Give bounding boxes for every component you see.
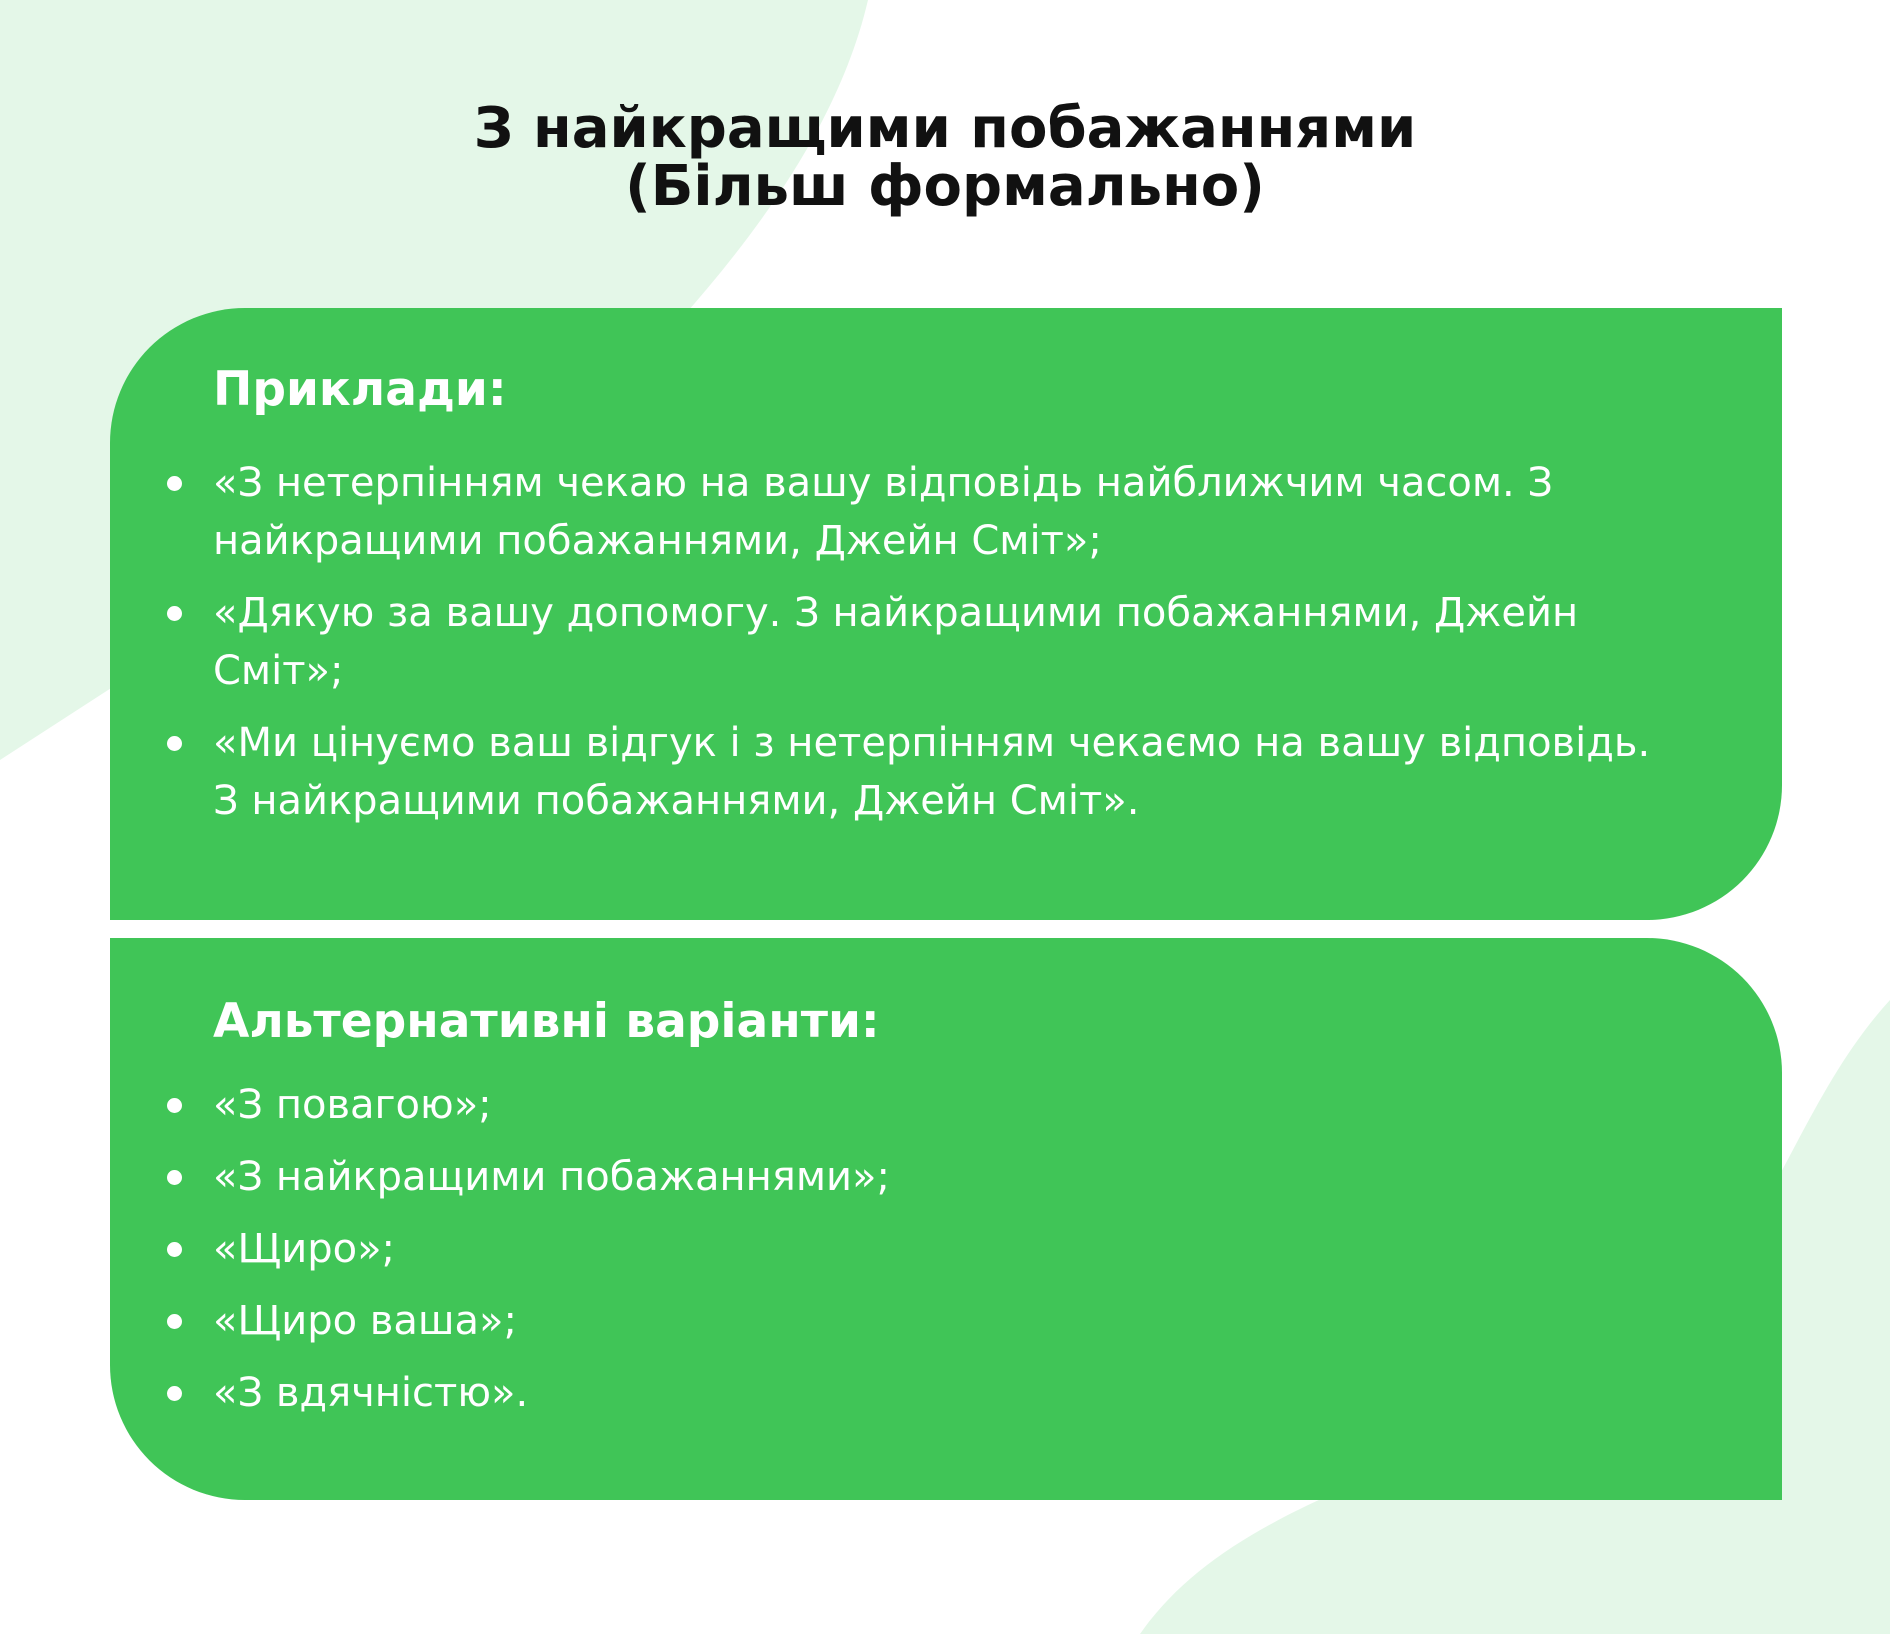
bullet-icon [167, 736, 182, 751]
bullet-icon [167, 606, 182, 621]
alternatives-heading: Альтернативні варіанти: [213, 994, 880, 1049]
list-item-text: «З вдячністю». [213, 1370, 529, 1416]
list-item [110, 1220, 1510, 1278]
list-item-text: «Щиро ваша»; [213, 1298, 517, 1344]
page-title-line-2: (Більш формально) [625, 153, 1265, 219]
bullet-icon [167, 1098, 182, 1113]
list-item-text: «Щиро»; [213, 1226, 396, 1272]
examples-card [110, 308, 1782, 920]
page-title-line-1: З найкращими побажаннями [473, 95, 1417, 161]
list-item [110, 584, 1670, 700]
bullet-icon [167, 476, 182, 491]
alternatives-list [110, 1076, 1510, 1436]
list-item-text: «З найкращими побажаннями»; [213, 1154, 890, 1200]
list-item-text: «Дякую за вашу допомогу. З найкращими побажаннями, Джейн Сміт»; [213, 590, 1579, 694]
bullet-icon [167, 1386, 182, 1401]
bullet-icon [167, 1242, 182, 1257]
page-title [0, 95, 1890, 219]
list-item [110, 1292, 1510, 1350]
list-item [110, 1148, 1510, 1206]
list-item-text: «З повагою»; [213, 1082, 492, 1128]
list-item-text: «Ми цінуємо ваш відгук і з нетерпінням чекаємо на вашу відповідь. З найкращими побажаннями, Джейн Сміт». [213, 720, 1651, 824]
list-item-text: «З нетерпінням чекаю на вашу відповідь найближчим часом. З найкращими побажаннями, Джейн Сміт»; [213, 460, 1554, 564]
list-item [110, 454, 1670, 570]
alternatives-card [110, 938, 1782, 1500]
examples-list [110, 454, 1670, 844]
bullet-icon [167, 1170, 182, 1185]
list-item [110, 714, 1670, 830]
bullet-icon [167, 1314, 182, 1329]
examples-heading: Приклади: [213, 362, 507, 417]
list-item [110, 1364, 1510, 1422]
list-item [110, 1076, 1510, 1134]
